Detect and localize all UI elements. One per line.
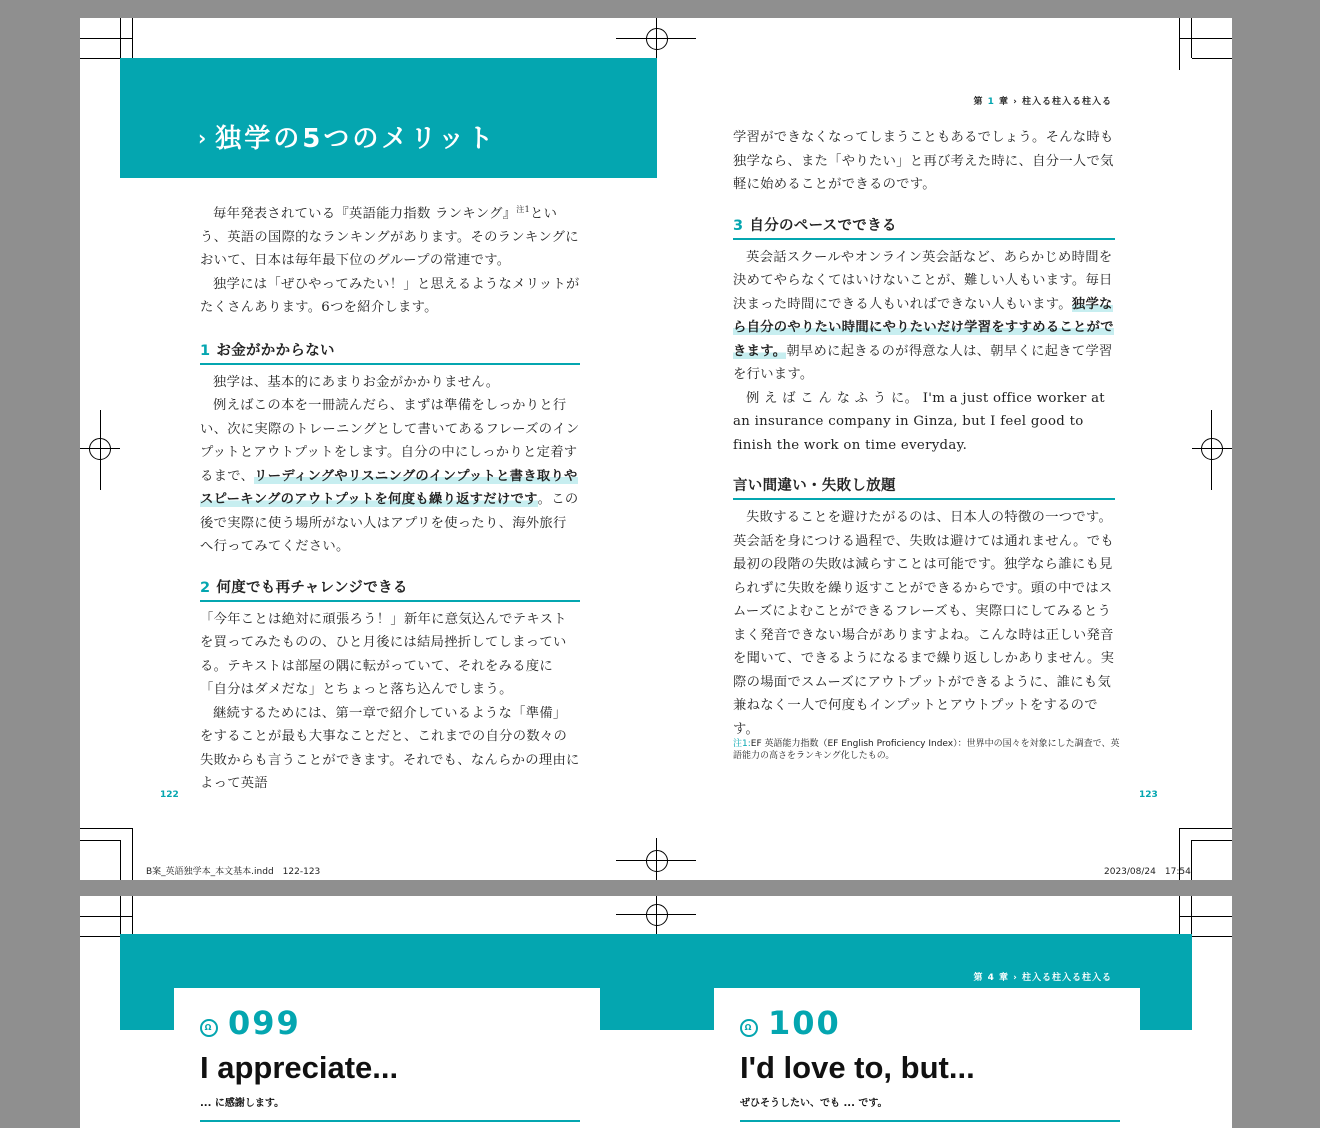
phrase-english: I'd love to, but... xyxy=(740,1050,975,1085)
crop-mark xyxy=(1180,38,1232,39)
spread-next xyxy=(80,896,1232,1128)
phrase-japanese: ... に感謝します。 xyxy=(200,1098,285,1109)
footnote: 注1:EF 英語能力指数（EF English Proficiency Index）：世界中の国々を対象にした調査で、英語能力の高さをランキング化したもの。 xyxy=(733,739,1120,761)
running-head: 第 1 章 › 柱入る柱入る柱入る xyxy=(973,97,1112,107)
intro-paragraph: 毎年発表されている『英語能力指数 ランキング』$^{注1}$という、英語の国際的なランキングがあります。そのランキングにおいて、日本は毎年最下位のグループの常連です。 xyxy=(200,205,579,269)
slug-filename: B案_英語独学本_本文基本.indd 122-123 xyxy=(146,867,321,877)
crop-mark xyxy=(120,840,121,880)
section-heading-4: 言い間違い・失敗し放題 xyxy=(733,475,1115,500)
footnote-ref: 注1 xyxy=(516,205,530,214)
highlight-text: リーディングやリスニングのインプットと書き取りやスピーキングのアウトプットを何度も繰り返すだけです xyxy=(200,468,578,508)
phrase-card xyxy=(174,988,600,1128)
continued-paragraph: 学習ができなくなってしまうこともあるでしょう。そんな時も独学なら、また「やりたい」と再び考えた時に、自分一人で気軽に始めることができるのです。 xyxy=(733,130,1114,192)
crop-mark xyxy=(1191,840,1192,880)
left-column xyxy=(200,198,580,796)
section-heading-1: 1 お金がかからない xyxy=(200,340,580,365)
crop-mark xyxy=(80,840,120,841)
phrase-number: Ω 100 xyxy=(740,1004,841,1042)
running-head: 第 4 章 › 柱入る柱入る柱入る xyxy=(973,973,1112,983)
section-heading-3: 3 自分のペースでできる xyxy=(733,215,1115,240)
intro-paragraph: 独学には「ぜひやってみたい！」と思えるようなメリットがたくさんあります。6つを紹介します。 xyxy=(200,276,580,316)
registration-mark xyxy=(646,28,668,50)
crop-mark xyxy=(80,38,132,39)
crop-mark xyxy=(80,828,132,829)
registration-mark xyxy=(1201,438,1223,460)
right-column xyxy=(733,126,1115,741)
section-3-paragraph: 例 え ば こ ん な ふ う に。 I'm a just office worker at an insurance company in Ginza, but I feel good to finish the work on time everyday. xyxy=(733,390,1105,453)
crop-mark xyxy=(1179,18,1180,70)
section-heading-2: 2 何度でも再チャレンジできる xyxy=(200,577,580,602)
section-1-paragraph: 独学は、基本的にあまりお金がかかりません。 xyxy=(213,374,500,390)
section-2-paragraph: 継続するためには、第一章で紹介しているような「準備」をすることが最も大事なことだと、これまでの自分の数々の失敗からも言うことができます。それでも、なんらかの理由によって英語 xyxy=(200,705,580,792)
divider xyxy=(740,1120,1120,1122)
crop-mark xyxy=(80,58,120,59)
highlight-text: 独学なら自分のやりたい時間にやりたいだけ学習をすすめることができます。 xyxy=(733,296,1114,359)
phrase-card xyxy=(714,988,1140,1128)
headphones-icon: Ω xyxy=(200,1019,218,1037)
page-title: › 独学の5つのメリット xyxy=(198,124,497,154)
crop-mark xyxy=(1192,936,1232,937)
phrase-number: Ω 099 xyxy=(200,1004,301,1042)
slug-date: 2023/08/24 17:54 xyxy=(1104,867,1191,877)
section-1-paragraph: 例えばこの本を一冊読んだら、まずは準備をしっかりと行い、次に実際のトレーニングとして書いてあるフレーズのインプットとアウトプットをします。自分の中にしっかりと定着するまで、リーディングやリスニングのインプットと書き取りやスピーキングのアウトプットを何度も繰り返すだけです。この後で実際に使う場所がない人はアプリを使ったり、海外旅行へ行ってみてください。 xyxy=(200,398,580,555)
registration-mark xyxy=(646,850,668,872)
section-4-paragraph: 失敗することを避けたがるのは、日本人の特徴の一つです。英会話を身につける過程で、失敗は避けては通れません。でも最初の段階の失敗は減らすことは可能です。独学なら誰にも見られずに失敗を繰り返すことができるからです。頭の中ではスムーズによむことができるフレーズも、実際口にしてみるとうまく発音できない場合がありますよね。こんな時は正しい発音を聞いて、できるようになるまで繰り返ししかありません。実際の場面でスムーズにアウトプットができるように、誰にも気兼ねなく一人で何度もインプットとアウトプットをするのです。 xyxy=(733,510,1115,737)
crop-mark xyxy=(1180,828,1232,829)
spread-122-123 xyxy=(80,18,1232,880)
registration-mark xyxy=(646,904,668,926)
section-3-paragraph: 英会話スクールやオンライン英会話など、あらかじめ時間を決めてやらなくてはいけないことが、難しい人もいます。毎日決まった時間にできる人もいればできない人もいます。独学なら自分のやりたい時間にやりたいだけ学習をすすめることができます。朝早めに起きるのが得意な人は、朝早くに起きて学習を行います。 xyxy=(733,249,1114,382)
divider xyxy=(200,1120,580,1122)
phrase-english: I appreciate... xyxy=(200,1050,399,1085)
phrase-japanese: ぜひそうしたい、でも ... です。 xyxy=(740,1098,888,1109)
registration-mark xyxy=(89,438,111,460)
crop-mark xyxy=(1180,916,1232,917)
crop-mark xyxy=(1192,58,1232,59)
crop-mark xyxy=(80,936,120,937)
headphones-icon: Ω xyxy=(740,1019,758,1037)
page-number-right: 123 xyxy=(1139,790,1158,800)
crop-mark xyxy=(132,828,133,880)
page-number-left: 122 xyxy=(160,790,179,800)
crop-mark xyxy=(80,916,132,917)
chevron-right-icon: › xyxy=(198,126,210,150)
section-2-paragraph: 「今年ことは絶対に頑張ろう！」新年に意気込んでテキストを買ってみたものの、ひと月後には結局挫折してしまっている。テキストは部屋の隅に転がっていて、それをみる度に「自分はダメだな」とちょっと落ち込んでしまう。 xyxy=(200,611,567,698)
crop-mark xyxy=(1192,840,1232,841)
